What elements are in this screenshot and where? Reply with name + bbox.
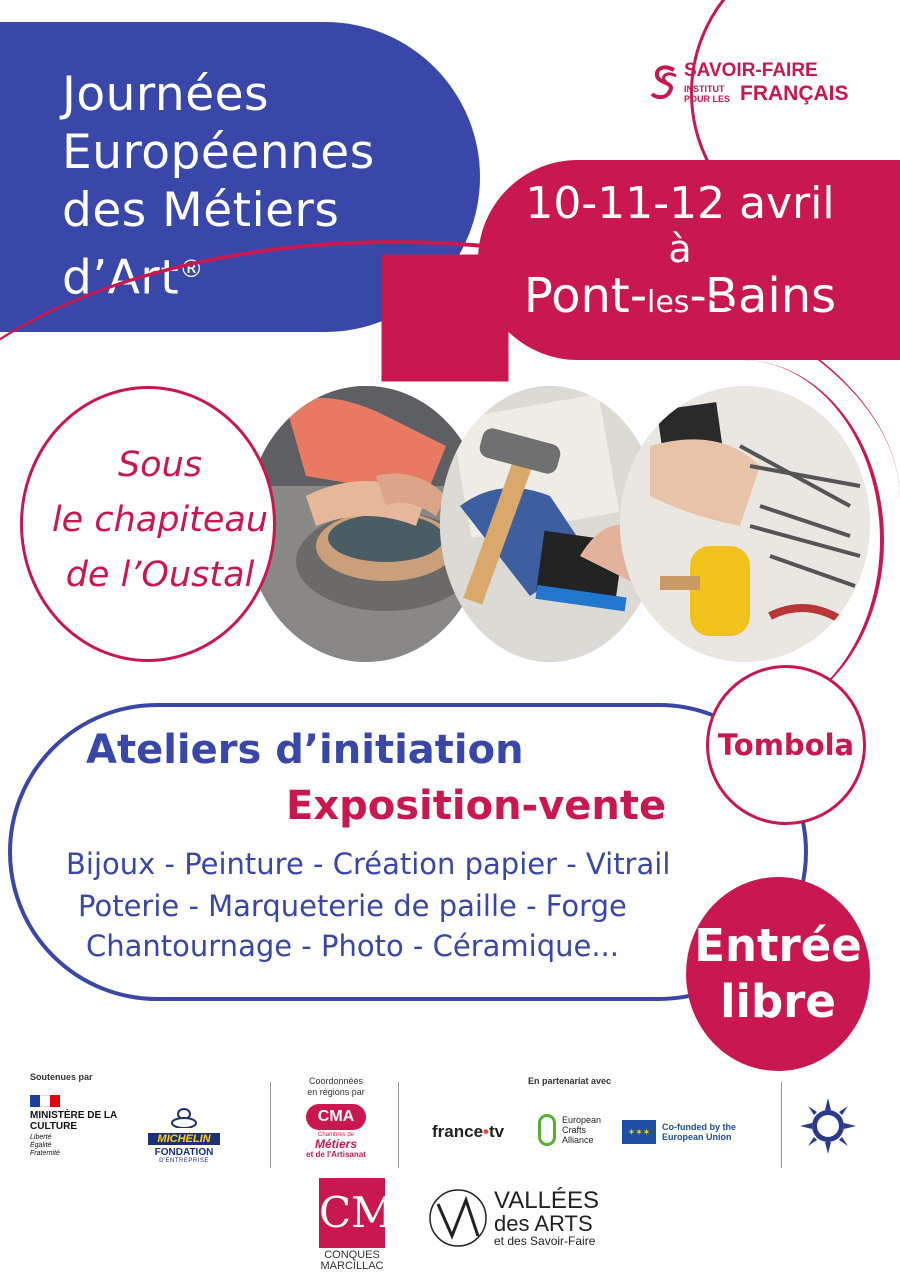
vda-line-3: et des Savoir-Faire [494,1233,596,1248]
vallees-des-arts-logo [426,1186,599,1250]
event-dates: 10-11-12 avril [525,178,835,229]
tools-photo [620,386,870,662]
partners-label: En partenariat avec [528,1076,612,1086]
european-crafts-alliance-logo [538,1114,612,1146]
title-line-1: Journées [62,67,270,122]
cc-letters: CM [319,1178,385,1248]
ministere-name: MINISTÈRE DE LA CULTURE [30,1110,117,1132]
motto-fraternite: Fraternité [30,1150,60,1157]
venue-text [50,438,270,603]
eu-flag-icon: ✶✶✶ [622,1120,656,1144]
sponsors-label: Soutenues par [30,1072,93,1082]
entree-line-1: Entrée [694,919,862,972]
title-line-3: des Métiers [62,183,340,238]
conques-marcillac-logo [316,1178,395,1272]
vda-line-1: VALLÉES [494,1186,599,1214]
place-pont: Pont- [523,268,648,324]
savoir-faire-line-3: FRANÇAIS [740,82,849,105]
event-a: à [668,227,692,271]
footer-divider [270,1082,271,1168]
savoir-faire-line-1: SAVOIR-FAIRE [684,60,818,81]
title-line-2: Européennes [62,125,375,180]
michelin-foundation-logo [148,1108,220,1164]
venue-line-3: de l’Oustal [65,555,255,595]
ateliers-heading: Ateliers d’initiation [86,727,524,773]
footer-divider [781,1082,782,1168]
activities-list-1: Bijoux - Peinture - Création papier - Vitrail [66,847,671,881]
eu-cofunded-logo [622,1120,752,1144]
francetv-b: tv [488,1122,505,1141]
cma-line-1: Chambres de [317,1132,355,1138]
michelin-fondation: FONDATION [154,1147,214,1158]
title-line-4: d’Art [62,250,180,306]
free-entry-badge [686,877,870,1071]
venue-line-2: le chapiteau [51,500,269,540]
cma-line-2: Métiers [314,1137,358,1151]
coordination-label [286,1076,386,1098]
savoir-faire-icon [650,62,678,102]
entree-line-2: libre [720,975,836,1028]
francetv-dot: • [483,1122,489,1141]
cma-mark: CMA [306,1104,366,1130]
venue-line-1: Sous [117,445,203,485]
ministere-culture-logo [30,1095,122,1158]
coord-line-2: en régions par [307,1087,365,1097]
tombola-badge: Tombola [706,665,866,825]
vda-line-2: des ARTS [494,1210,593,1236]
francetv-a: france [432,1122,484,1141]
motto-egalite: Égalité [30,1142,52,1149]
vallees-arts-icon [426,1186,490,1250]
cc-name-2: MARCILLAC [320,1260,384,1272]
savoir-faire-line-2: INSTITUT POUR LES [684,84,731,104]
coord-line-1: Coordonnées [308,1076,364,1086]
activities-list-3: Chantournage - Photo - Céramique... [86,929,619,963]
france-tv-logo [432,1122,504,1142]
eca-text: European Crafts Alliance [562,1115,602,1145]
cma-line-3: et de l'Artisanat [306,1150,366,1159]
place-bains: -Bains [689,268,837,324]
motto-liberte: Liberté [30,1134,52,1141]
place-les: les [647,285,690,320]
exposition-heading: Exposition-vente [286,783,667,829]
michelin-man-icon [164,1108,204,1128]
michelin-name: MICHELIN [148,1133,220,1145]
french-flag-icon [30,1095,60,1107]
eu-text: Co-funded by the European Union [662,1122,736,1142]
footer-divider [398,1082,399,1168]
michelin-sub: D'ENTREPRISE [159,1158,209,1164]
activities-list-2: Poterie - Marqueterie de paille - Forge [78,889,627,923]
cc-name-1: CONQUES [324,1249,380,1261]
registered-mark: ® [179,255,204,283]
jema-sun-icon [800,1098,856,1154]
eca-icon [538,1114,556,1146]
cma-logo [300,1104,372,1159]
